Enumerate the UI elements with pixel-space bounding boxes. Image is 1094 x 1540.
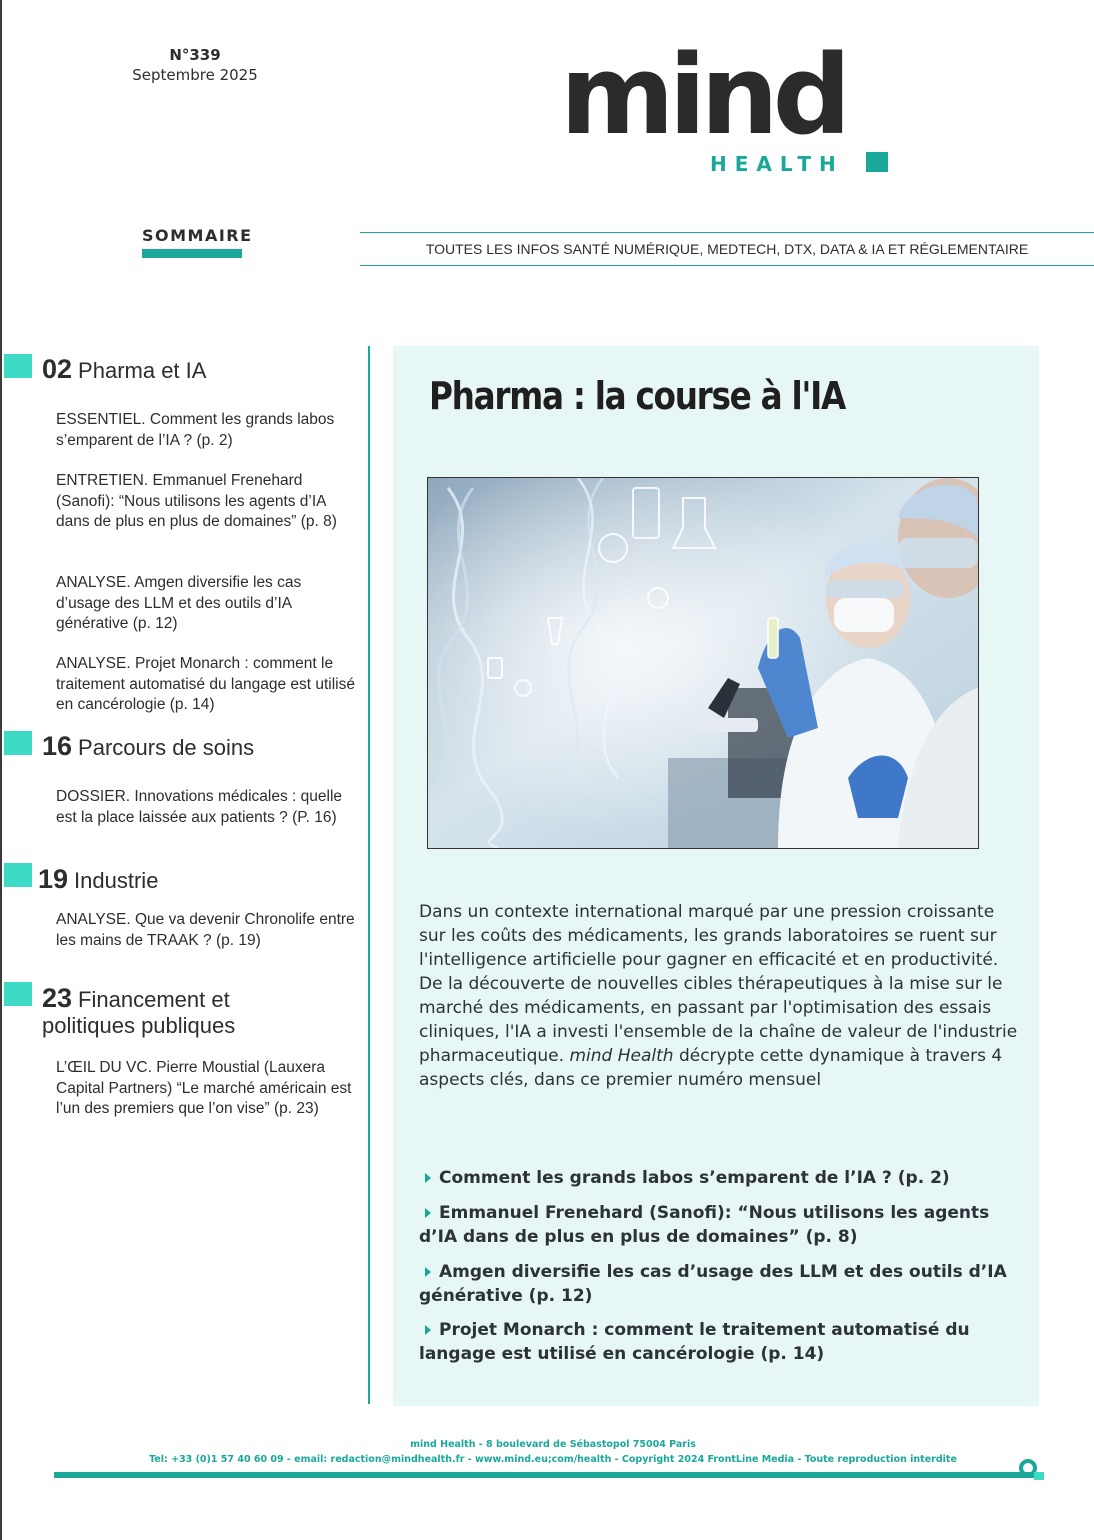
feature-panel	[393, 346, 1039, 1406]
feature-bullet[interactable]	[419, 1166, 1019, 1190]
column-divider	[368, 346, 370, 1404]
footer-address: mind Health - 8 boulevard de Sébastopol 75004 Paris	[410, 1439, 696, 1450]
section-title: Parcours de soins	[78, 735, 255, 760]
bullet-text: Amgen diversifie les cas d’usage des LLM et des outils d’IA générative (p. 12)	[419, 1262, 1007, 1306]
toc-item[interactable]: ESSENTIEL. Comment les grands labos s’emparent de l’IA ? (p. 2)	[56, 411, 335, 449]
bullet-text: Projet Monarch : comment le traitement automatisé du langage est utilisé en cancérologie (p. 14)	[419, 1320, 970, 1364]
intro-brand: mind Health	[569, 1046, 674, 1066]
triangle-bullet-icon	[425, 1267, 431, 1277]
sommaire-heading: SOMMAIRE	[142, 226, 253, 245]
toc-item[interactable]: ANALYSE. Projet Monarch : comment le traitement automatisé du langage est utilisé en cancérologie (p. 14)	[56, 655, 355, 713]
section-title-line2: politiques publiques	[42, 1013, 236, 1038]
logo-subtitle: HEALTH	[710, 152, 844, 176]
feature-intro	[419, 900, 1019, 1092]
feature-bullet[interactable]	[419, 1260, 1019, 1308]
intro-text: Dans un contexte international marqué par une pression croissante sur les coûts des médicaments, les grands laboratoires se ruent sur l'intelligence artificielle pour gagner en efficacité et en productivité. De la découverte de nouvelles cibles thérapeutiques à la mise sur le marché des médicaments, en passant par l'optimisation des essais cliniques, l'IA a investi l'ensemble de la chaîne de valeur de l'industrie pharmaceutique.	[419, 902, 1018, 1066]
bullet-text: Comment les grands labos s’emparent de l’IA ? (p. 2)	[439, 1168, 950, 1188]
section-heading-financement[interactable]	[42, 985, 230, 1013]
lab-scientists-illustration	[428, 478, 978, 848]
issue-number: N°339	[169, 46, 221, 64]
section-title: Pharma et IA	[78, 358, 207, 383]
issue-date: Septembre 2025	[132, 66, 258, 84]
feature-title: Pharma : la course à l'IA	[429, 374, 845, 418]
feature-bullet[interactable]	[419, 1201, 1019, 1249]
triangle-bullet-icon	[425, 1208, 431, 1218]
mind-health-logo	[560, 31, 900, 180]
section-heading-parcours[interactable]	[42, 733, 254, 761]
section-number: 23	[42, 983, 73, 1013]
section-heading-industrie[interactable]	[38, 866, 158, 894]
triangle-bullet-icon	[425, 1325, 431, 1335]
section-title: Financement et	[78, 987, 230, 1012]
logo-word: mind	[560, 31, 846, 159]
lab-photo	[427, 477, 979, 849]
section-number: 19	[38, 864, 69, 894]
bullet-text: Emmanuel Frenehard (Sanofi): “Nous utilisons les agents d’IA dans de plus en plus de domaines” (p. 8)	[419, 1203, 990, 1247]
footer-bar	[54, 1472, 1039, 1478]
footer-contact: Tel: +33 (0)1 57 40 60 09 - email: redaction@mindhealth.fr - www.mind.eu;com/health - Copyright 2024 FrontLine Media - Toute reproduction interdite	[149, 1454, 957, 1465]
sommaire-underline	[142, 249, 242, 258]
section-title: Industrie	[74, 868, 159, 893]
feature-bullet[interactable]	[419, 1318, 1019, 1366]
footer-logo-icon	[1016, 1458, 1046, 1482]
section-marker	[4, 354, 32, 378]
section-marker	[4, 731, 32, 755]
tagline-banner: TOUTES LES INFOS SANTÉ NUMÉRIQUE, MEDTECH, DTX, DATA & IA ET RÉGLEMENTAIRE	[360, 232, 1094, 266]
toc-item[interactable]: ANALYSE. Amgen diversifie les cas d’usage des LLM et des outils d’IA générative (p. 12)	[56, 574, 302, 632]
triangle-bullet-icon	[425, 1173, 431, 1183]
toc-item[interactable]: DOSSIER. Innovations médicales : quelle est la place laissée aux patients ? (P. 16)	[56, 788, 343, 826]
toc-item[interactable]: ANALYSE. Que va devenir Chronolife entre les mains de TRAAK ? (p. 19)	[56, 911, 355, 949]
toc-item[interactable]: L’ŒIL DU VC. Pierre Moustial (Lauxera Capital Partners) “Le marché américain est l’un des premiers que l’on vise” (p. 23)	[56, 1059, 352, 1117]
left-page-rule	[0, 0, 2, 1540]
section-heading-pharma[interactable]	[42, 356, 206, 384]
section-number: 16	[42, 731, 73, 761]
section-marker	[4, 982, 32, 1006]
intro-text-end: décrypte cette dynamique à travers 4 aspects clés, dans ce premier numéro mensuel	[419, 1046, 1003, 1090]
toc-item[interactable]: ENTRETIEN. Emmanuel Frenehard (Sanofi): “Nous utilisons les agents d’IA dans de plus en plus de domaines” (p. 8)	[56, 472, 337, 530]
section-marker	[4, 863, 32, 887]
issue-info	[110, 46, 280, 84]
logo-square-mark	[866, 152, 888, 172]
section-number: 02	[42, 354, 73, 384]
